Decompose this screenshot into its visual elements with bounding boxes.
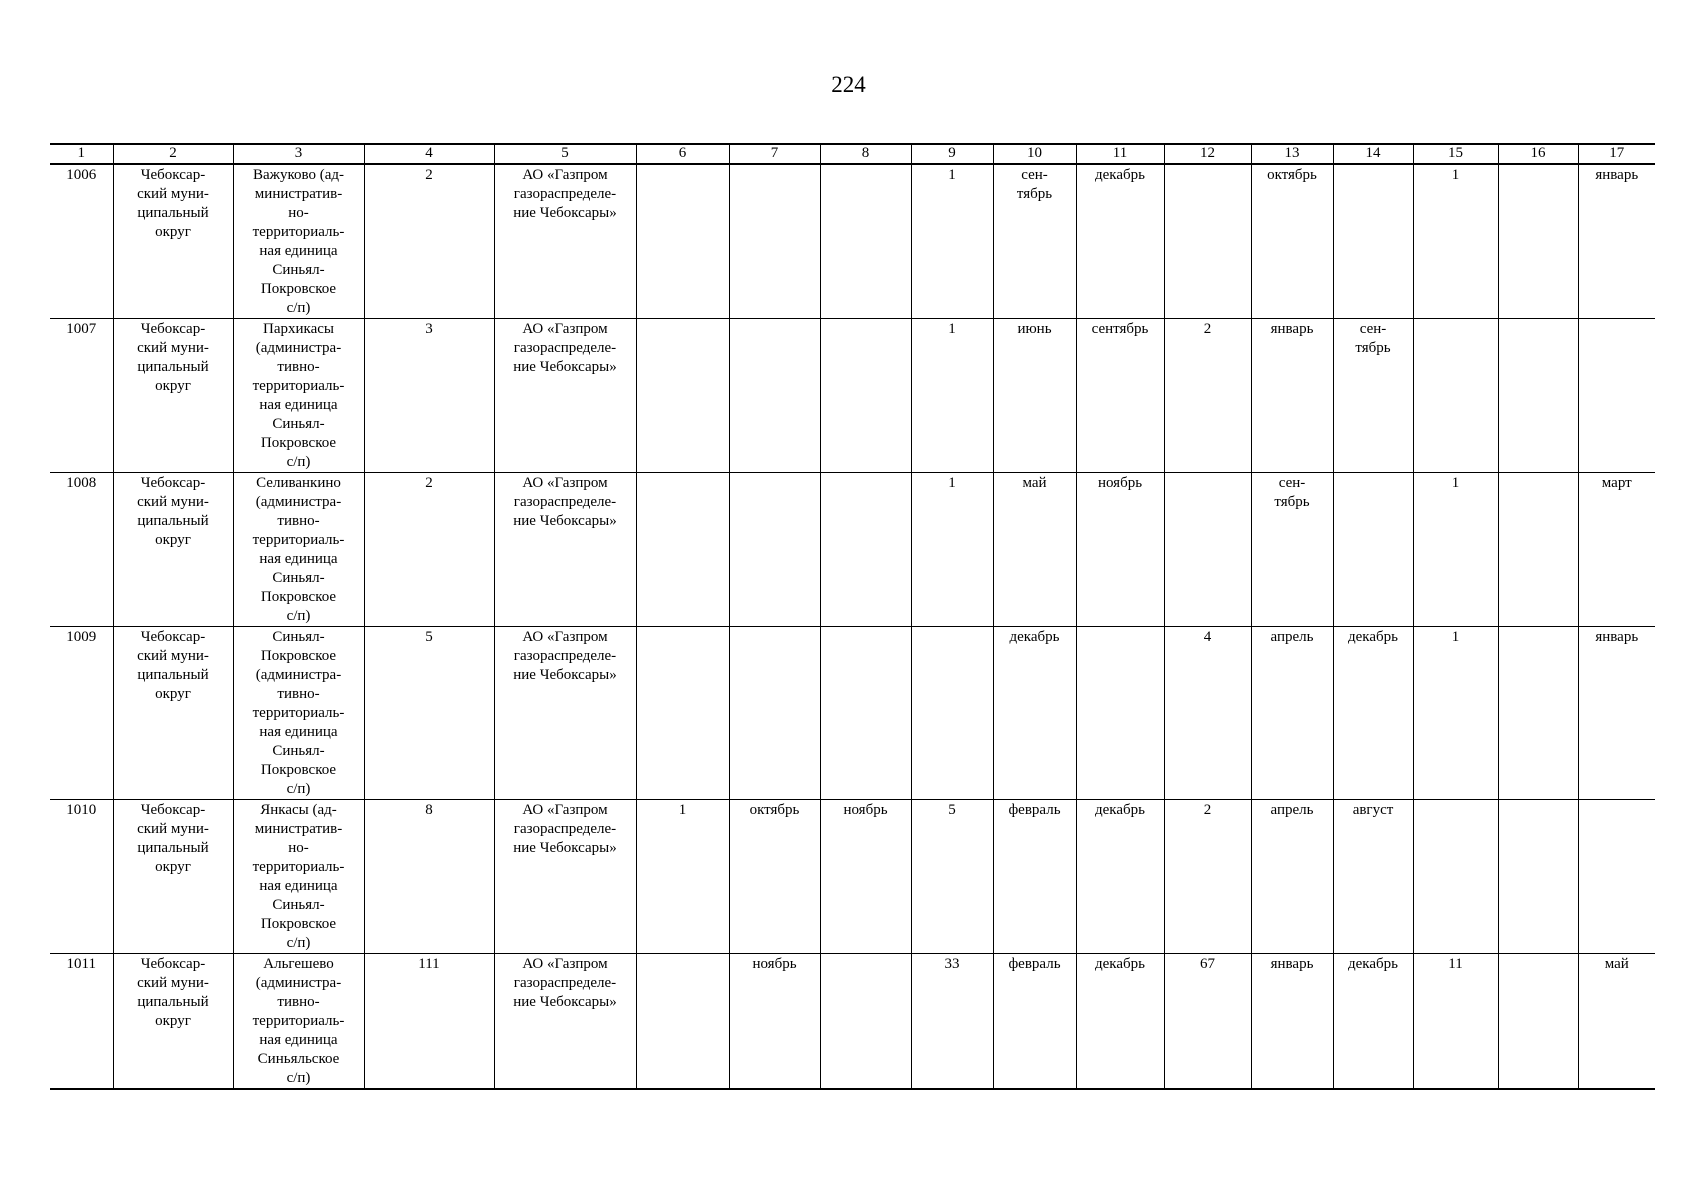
cell-col-10 bbox=[993, 164, 1076, 319]
cell-line: Чебоксар- bbox=[140, 956, 206, 972]
cell-col-8 bbox=[820, 319, 911, 473]
cell-line: министратив- bbox=[254, 821, 343, 837]
cell-line: ная единица bbox=[259, 397, 338, 413]
cell-col-16 bbox=[1498, 627, 1578, 800]
column-number-8: 8 bbox=[820, 144, 911, 164]
cell-line: округ bbox=[155, 532, 191, 548]
cell-line: Покровское bbox=[260, 916, 337, 932]
cell-line: ский муни- bbox=[137, 975, 209, 991]
cell-col-16 bbox=[1498, 473, 1578, 627]
cell-col-5 bbox=[494, 954, 636, 1090]
table-row bbox=[50, 627, 1655, 800]
cell-line: с/п) bbox=[286, 300, 311, 316]
cell-line: ципальный bbox=[137, 994, 209, 1010]
cell-col-5 bbox=[494, 164, 636, 319]
cell-col-13: январь bbox=[1251, 319, 1333, 473]
cell-col-13: апрель bbox=[1251, 800, 1333, 954]
cell-col-14: декабрь bbox=[1333, 627, 1413, 800]
cell-col-11 bbox=[1076, 627, 1164, 800]
cell-line: Чебоксар- bbox=[140, 167, 206, 183]
cell-line: Альгешево bbox=[263, 956, 334, 972]
cell-col-1: 1009 bbox=[50, 627, 113, 800]
cell-line: сен- bbox=[1021, 167, 1048, 183]
cell-line: округ bbox=[155, 1013, 191, 1029]
cell-line: тивно- bbox=[277, 994, 320, 1010]
cell-col-17: май bbox=[1578, 954, 1655, 1090]
column-number-2: 2 bbox=[113, 144, 233, 164]
column-number-16: 16 bbox=[1498, 144, 1578, 164]
cell-line: ципальный bbox=[137, 359, 209, 375]
cell-col-6 bbox=[636, 164, 729, 319]
cell-col-12 bbox=[1164, 473, 1251, 627]
cell-line: округ bbox=[155, 378, 191, 394]
cell-col-7: октябрь bbox=[729, 800, 820, 954]
cell-col-1: 1010 bbox=[50, 800, 113, 954]
cell-col-2 bbox=[113, 954, 233, 1090]
cell-line: Чебоксар- bbox=[140, 802, 206, 818]
cell-col-11: ноябрь bbox=[1076, 473, 1164, 627]
cell-line: с/п) bbox=[286, 781, 311, 797]
cell-col-3 bbox=[233, 473, 364, 627]
cell-line: Покровское bbox=[260, 435, 337, 451]
cell-line: Янкасы (ад- bbox=[260, 802, 337, 818]
cell-line: но- bbox=[288, 205, 309, 221]
table-row bbox=[50, 164, 1655, 319]
cell-col-8 bbox=[820, 954, 911, 1090]
column-number-7: 7 bbox=[729, 144, 820, 164]
cell-line: Чебоксар- bbox=[140, 629, 206, 645]
cell-line: ная единица bbox=[259, 243, 338, 259]
cell-line: (администра- bbox=[255, 494, 342, 510]
cell-col-2 bbox=[113, 800, 233, 954]
column-number-4: 4 bbox=[364, 144, 494, 164]
cell-line: Покровское bbox=[260, 281, 337, 297]
cell-col-13: январь bbox=[1251, 954, 1333, 1090]
cell-col-11: декабрь bbox=[1076, 800, 1164, 954]
cell-col-3 bbox=[233, 800, 364, 954]
cell-col-11: декабрь bbox=[1076, 164, 1164, 319]
cell-line: ский муни- bbox=[137, 821, 209, 837]
column-number-row bbox=[50, 144, 1655, 164]
column-number-5: 5 bbox=[494, 144, 636, 164]
cell-col-6 bbox=[636, 319, 729, 473]
cell-line: ципальный bbox=[137, 840, 209, 856]
cell-col-15: 11 bbox=[1413, 954, 1498, 1090]
cell-line: АО «Газпром bbox=[522, 167, 608, 183]
column-number-6: 6 bbox=[636, 144, 729, 164]
cell-line: Синьяльское bbox=[257, 1051, 340, 1067]
cell-line: ние Чебоксары» bbox=[513, 359, 617, 375]
cell-col-13 bbox=[1251, 473, 1333, 627]
cell-col-1: 1008 bbox=[50, 473, 113, 627]
cell-col-17 bbox=[1578, 319, 1655, 473]
cell-line: территориаль- bbox=[252, 224, 345, 240]
cell-col-6 bbox=[636, 954, 729, 1090]
cell-col-12: 67 bbox=[1164, 954, 1251, 1090]
cell-line: Синьял- bbox=[272, 743, 325, 759]
column-number-12: 12 bbox=[1164, 144, 1251, 164]
cell-col-14 bbox=[1333, 473, 1413, 627]
cell-col-9: 1 bbox=[911, 473, 993, 627]
cell-col-3 bbox=[233, 627, 364, 800]
cell-col-17: январь bbox=[1595, 167, 1639, 183]
cell-col-10: июнь bbox=[993, 319, 1076, 473]
cell-line: с/п) bbox=[286, 1070, 311, 1086]
cell-line: АО «Газпром bbox=[522, 475, 608, 491]
cell-line: газораспределе- bbox=[513, 186, 617, 202]
cell-line: ние Чебоксары» bbox=[513, 994, 617, 1010]
cell-line: министратив- bbox=[254, 186, 343, 202]
cell-col-10: декабрь bbox=[993, 627, 1076, 800]
cell-line: ная единица bbox=[259, 724, 338, 740]
cell-line: Покровское bbox=[260, 762, 337, 778]
cell-col-14 bbox=[1333, 319, 1413, 473]
cell-line: тивно- bbox=[277, 513, 320, 529]
cell-col-2 bbox=[113, 319, 233, 473]
cell-line: округ bbox=[155, 686, 191, 702]
cell-col-12 bbox=[1164, 164, 1251, 319]
cell-line: газораспределе- bbox=[513, 648, 617, 664]
cell-col-17: март bbox=[1578, 473, 1655, 627]
cell-col-10: февраль bbox=[993, 800, 1076, 954]
cell-line: АО «Газпром bbox=[522, 802, 608, 818]
cell-col-4: 3 bbox=[364, 319, 494, 473]
cell-col-16 bbox=[1498, 800, 1578, 954]
cell-line: (администра- bbox=[255, 667, 342, 683]
cell-line: тивно- bbox=[277, 686, 320, 702]
cell-col-16 bbox=[1498, 319, 1578, 473]
cell-line: (администра- bbox=[255, 340, 342, 356]
cell-col-10: февраль bbox=[993, 954, 1076, 1090]
cell-col-4: 2 bbox=[364, 473, 494, 627]
table-row bbox=[50, 473, 1655, 627]
cell-col-12: 4 bbox=[1164, 627, 1251, 800]
cell-col-14 bbox=[1333, 164, 1413, 319]
cell-col-11: сентябрь bbox=[1076, 319, 1164, 473]
cell-line: территориаль- bbox=[252, 532, 345, 548]
cell-line: ский муни- bbox=[137, 340, 209, 356]
cell-col-8 bbox=[820, 627, 911, 800]
cell-col-15 bbox=[1413, 319, 1498, 473]
cell-col-15: 1 bbox=[1413, 627, 1498, 800]
cell-line: ципальный bbox=[137, 513, 209, 529]
cell-col-12: 2 bbox=[1164, 800, 1251, 954]
cell-col-1: 1006 bbox=[50, 164, 113, 319]
cell-line: ние Чебоксары» bbox=[513, 840, 617, 856]
cell-col-7 bbox=[729, 627, 820, 800]
cell-line: АО «Газпром bbox=[522, 629, 608, 645]
cell-col-16 bbox=[1498, 954, 1578, 1090]
cell-col-3 bbox=[233, 319, 364, 473]
cell-line: газораспределе- bbox=[513, 340, 617, 356]
cell-col-17: январь bbox=[1578, 627, 1655, 800]
cell-col-7 bbox=[729, 319, 820, 473]
cell-col-1: 1007 bbox=[50, 319, 113, 473]
cell-line: округ bbox=[155, 859, 191, 875]
cell-col-8 bbox=[820, 473, 911, 627]
cell-col-3 bbox=[233, 164, 364, 319]
table-body bbox=[50, 164, 1655, 1089]
cell-col-15: 1 bbox=[1413, 164, 1498, 319]
cell-line: Синьял- bbox=[272, 629, 325, 645]
cell-line: Пархикасы bbox=[263, 321, 334, 337]
cell-col-15: 1 bbox=[1413, 473, 1498, 627]
cell-line: но- bbox=[288, 840, 309, 856]
cell-line: Покровское bbox=[260, 589, 337, 605]
cell-col-8: ноябрь bbox=[820, 800, 911, 954]
cell-line: Синьял- bbox=[272, 262, 325, 278]
cell-col-15 bbox=[1413, 800, 1498, 954]
cell-col-9: 1 bbox=[911, 319, 993, 473]
cell-line: газораспределе- bbox=[513, 494, 617, 510]
cell-col-14: декабрь bbox=[1333, 954, 1413, 1090]
column-number-10: 10 bbox=[993, 144, 1076, 164]
cell-col-5 bbox=[494, 627, 636, 800]
cell-line: с/п) bbox=[286, 454, 311, 470]
cell-line: Селиванкино bbox=[256, 475, 341, 491]
table-row bbox=[50, 800, 1655, 954]
cell-col-5 bbox=[494, 800, 636, 954]
cell-line: тябрь bbox=[1355, 340, 1391, 356]
cell-line: Синьял- bbox=[272, 416, 325, 432]
column-number-11: 11 bbox=[1076, 144, 1164, 164]
cell-col-6 bbox=[636, 473, 729, 627]
column-number-17: 17 bbox=[1578, 144, 1655, 164]
cell-col-17 bbox=[1578, 800, 1655, 954]
cell-col-4: 111 bbox=[364, 954, 494, 1090]
cell-line: сен- bbox=[1359, 321, 1387, 337]
cell-col-7: ноябрь bbox=[729, 954, 820, 1090]
cell-line: ние Чебоксары» bbox=[513, 667, 617, 683]
cell-line: Синьял- bbox=[272, 897, 325, 913]
cell-line: тябрь bbox=[1274, 494, 1310, 510]
cell-line: АО «Газпром bbox=[522, 321, 608, 337]
cell-col-13: октябрь bbox=[1251, 164, 1333, 319]
cell-line: территориаль- bbox=[252, 859, 345, 875]
cell-line: Покровское bbox=[260, 648, 337, 664]
cell-line: с/п) bbox=[286, 935, 311, 951]
cell-line: АО «Газпром bbox=[522, 956, 608, 972]
cell-line: ский муни- bbox=[137, 186, 209, 202]
cell-line: ная единица bbox=[259, 1032, 338, 1048]
table-row bbox=[50, 319, 1655, 473]
cell-col-4: 5 bbox=[364, 627, 494, 800]
cell-line: ципальный bbox=[137, 667, 209, 683]
column-number-13: 13 bbox=[1251, 144, 1333, 164]
cell-line: округ bbox=[155, 224, 191, 240]
cell-line: Чебоксар- bbox=[140, 475, 206, 491]
cell-line: ние Чебоксары» bbox=[513, 205, 617, 221]
cell-col-4: 2 bbox=[364, 164, 494, 319]
cell-col-3 bbox=[233, 954, 364, 1090]
cell-col-14: август bbox=[1333, 800, 1413, 954]
column-number-1: 1 bbox=[50, 144, 113, 164]
cell-col-11: декабрь bbox=[1076, 954, 1164, 1090]
cell-line: ский муни- bbox=[137, 648, 209, 664]
cell-line: территориаль- bbox=[252, 705, 345, 721]
cell-line: ная единица bbox=[259, 878, 338, 894]
cell-col-9 bbox=[911, 627, 993, 800]
column-number-14: 14 bbox=[1333, 144, 1413, 164]
cell-col-7 bbox=[729, 164, 820, 319]
cell-col-6 bbox=[636, 627, 729, 800]
cell-col-13: апрель bbox=[1251, 627, 1333, 800]
cell-col-1: 1011 bbox=[50, 954, 113, 1090]
cell-line: с/п) bbox=[286, 608, 311, 624]
cell-col-9: 33 bbox=[911, 954, 993, 1090]
cell-col-5 bbox=[494, 319, 636, 473]
cell-line: газораспределе- bbox=[513, 975, 617, 991]
schedule-table bbox=[50, 143, 1655, 1090]
cell-col-2 bbox=[113, 473, 233, 627]
cell-line: ципальный bbox=[137, 205, 209, 221]
column-number-3: 3 bbox=[233, 144, 364, 164]
cell-line: Синьял- bbox=[272, 570, 325, 586]
page-number: 224 bbox=[831, 72, 866, 97]
column-number-9: 9 bbox=[911, 144, 993, 164]
cell-line: территориаль- bbox=[252, 1013, 345, 1029]
cell-col-8 bbox=[820, 164, 911, 319]
cell-col-9: 5 bbox=[911, 800, 993, 954]
cell-line: территориаль- bbox=[252, 378, 345, 394]
cell-line: тивно- bbox=[277, 359, 320, 375]
cell-col-5 bbox=[494, 473, 636, 627]
cell-col-4: 8 bbox=[364, 800, 494, 954]
cell-line: Важуково (ад- bbox=[252, 167, 345, 183]
cell-col-7 bbox=[729, 473, 820, 627]
cell-col-9: 1 bbox=[911, 164, 993, 319]
cell-col-2 bbox=[113, 164, 233, 319]
cell-line: газораспределе- bbox=[513, 821, 617, 837]
column-number-15: 15 bbox=[1413, 144, 1498, 164]
cell-col-16 bbox=[1498, 164, 1578, 319]
cell-col-10: май bbox=[993, 473, 1076, 627]
cell-line: ние Чебоксары» bbox=[513, 513, 617, 529]
cell-col-2 bbox=[113, 627, 233, 800]
cell-col-6: 1 bbox=[636, 800, 729, 954]
cell-line: ский муни- bbox=[137, 494, 209, 510]
table-row bbox=[50, 954, 1655, 1090]
cell-col-12: 2 bbox=[1164, 319, 1251, 473]
cell-line: тябрь bbox=[1016, 186, 1053, 202]
cell-line: ная единица bbox=[259, 551, 338, 567]
cell-line: сен- bbox=[1278, 475, 1306, 491]
cell-line: (администра- bbox=[255, 975, 342, 991]
cell-line: Чебоксар- bbox=[140, 321, 206, 337]
